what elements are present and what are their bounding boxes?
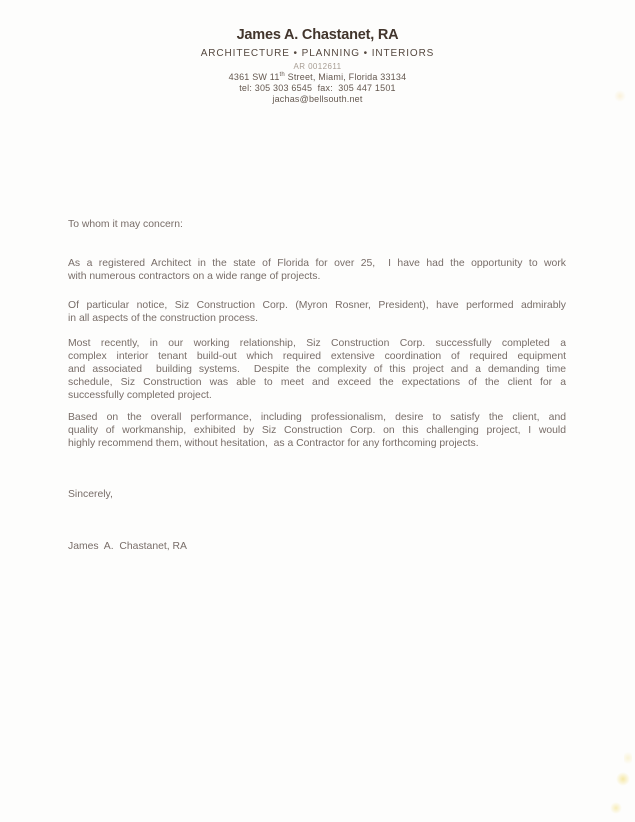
- address-rest: Street, Miami, Florida 33134: [284, 72, 407, 82]
- letterhead-name: James A. Chastanet, RA: [236, 27, 399, 43]
- paragraph-line: Of particular notice, Siz Construction Corp. (Myron Rosner, President), have performed admirably: [68, 300, 566, 311]
- paragraph-line: As a registered Architect in the state of Florida for over 25, I have had the opportunity to work: [68, 258, 566, 269]
- paragraph-line: with numerous contractors on a wide range of projects.: [68, 271, 321, 282]
- paragraph-line: Based on the overall performance, including professionalism, desire to satisfy the client, and: [68, 412, 566, 423]
- paragraph-1: [68, 257, 566, 283]
- signature-name: James A. Chastanet, RA: [68, 541, 187, 552]
- letterhead-tagline: ARCHITECTURE • PLANNING • INTERIORS: [200, 48, 435, 59]
- letterhead-license-number: AR 0012611: [293, 62, 342, 71]
- letterhead-phone-fax: tel: 305 303 6545 fax: 305 447 1501: [239, 83, 396, 93]
- paragraph-line: highly recommend them, without hesitation, as a Contractor for any forthcoming projects.: [68, 438, 479, 449]
- paragraph-line: schedule, Siz Construction was able to meet and exceed the expectations of the client for a: [68, 377, 566, 388]
- paragraph-4: [68, 411, 566, 450]
- closing: Sincerely,: [68, 489, 113, 500]
- address-prefix: 4361 SW 11: [228, 72, 280, 82]
- paragraph-3: [68, 337, 566, 402]
- paragraph-line: and associated building systems. Despite the complexity of this project and a demanding time: [68, 364, 566, 375]
- letterhead-address: [0, 72, 635, 83]
- paragraph-line: complex interior tenant build-out which required extensive coordination of required equipment: [68, 351, 566, 362]
- letter-body: [68, 218, 566, 553]
- letterhead-email: jachas@bellsouth.net: [272, 94, 363, 104]
- scan-artifact-spot: [610, 802, 622, 814]
- letterhead: [0, 27, 635, 105]
- scan-artifact-spot: [624, 750, 632, 766]
- salutation: To whom it may concern:: [68, 219, 183, 230]
- paragraph-line: quality of workmanship, exhibited by Siz Construction Corp. on this challenging project, I would: [68, 425, 566, 436]
- paragraph-line: in all aspects of the construction process.: [68, 313, 259, 324]
- scan-artifact-spot: [616, 772, 630, 786]
- paragraph-2: [68, 299, 566, 325]
- address-ordinal-superscript: th: [279, 72, 285, 78]
- paragraph-line: Most recently, in our working relationship, Siz Construction Corp. successfully completed a: [68, 338, 566, 349]
- paragraph-line: successfully completed project.: [68, 390, 212, 401]
